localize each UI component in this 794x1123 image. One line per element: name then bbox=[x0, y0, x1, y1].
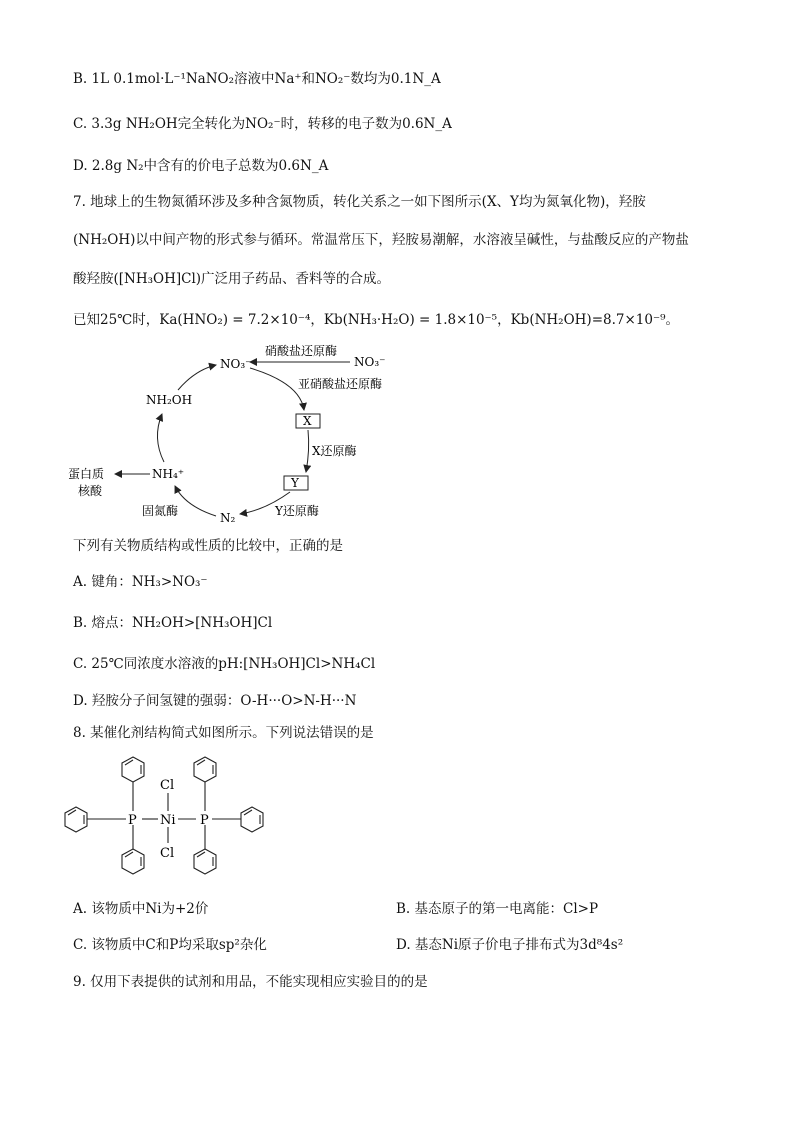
q7-stem-line2: (NH₂OH)以中间产物的形式参与循环。常温常压下，羟胺易潮解，水溶液呈碱性，与盐酸反应的产物盐 bbox=[73, 232, 689, 248]
no3-source-label: NO₃⁻ bbox=[354, 355, 386, 369]
cl-bottom-label: Cl bbox=[160, 846, 175, 861]
q7-option-b: B. 熔点：NH₂OH>[NH₃OH]Cl bbox=[73, 615, 273, 631]
q7-option-a: A. 键角：NH₃>NO₃⁻ bbox=[73, 574, 208, 590]
q9-stem: 9. 仅用下表提供的试剂和用品，不能实现相应实验目的的是 bbox=[73, 974, 428, 990]
q6-option-b: B. 1L 0.1mol·L⁻¹NaNO₂溶液中Na⁺和NO₂⁻数均为0.1N_A bbox=[73, 71, 441, 87]
q8-option-d: D. 基态Ni原子价电子排布式为3d⁸4s² bbox=[396, 937, 624, 953]
q8-option-a: A. 该物质中Ni为+2价 bbox=[73, 901, 209, 917]
arrow-nh2oh-to-no3 bbox=[178, 365, 216, 390]
enzyme-x-label: X还原酶 bbox=[312, 444, 357, 458]
q7-stem-line3: 酸羟胺([NH₃OH]Cl)广泛用子药品、香料等的合成。 bbox=[73, 271, 391, 287]
nh4-label: NH₄⁺ bbox=[152, 467, 185, 481]
nh2oh-label: NH₂OH bbox=[146, 393, 193, 407]
q7-question: 下列有关物质结构或性质的比较中，正确的是 bbox=[73, 538, 343, 554]
nucleic-acid-label: 核酸 bbox=[78, 484, 103, 498]
q8-option-c: C. 该物质中C和P均采取sp²杂化 bbox=[73, 937, 267, 953]
enzyme-nitrate-label: 硝酸盐还原酶 bbox=[265, 344, 338, 358]
cl-top-label: Cl bbox=[160, 778, 175, 793]
ni-complex-structure bbox=[60, 755, 280, 885]
enzyme-y-label: Y还原酶 bbox=[275, 504, 319, 518]
no3-top-label: NO₃⁻ bbox=[220, 357, 252, 371]
q8-option-b: B. 基态原子的第一电离能：Cl>P bbox=[396, 901, 599, 917]
q8-stem: 8. 某催化剂结构简式如图所示。下列说法错误的是 bbox=[73, 725, 374, 741]
q6-option-c: C. 3.3g NH₂OH完全转化为NO₂⁻时，转移的电子数为0.6N_A bbox=[73, 116, 452, 132]
box-x-label: X bbox=[303, 414, 312, 428]
arrow-x-to-y bbox=[306, 430, 309, 472]
q7-stem-line1: 7. 地球上的生物氮循环涉及多种含氮物质，转化关系之一如下图所示(X、Y均为氮氧化物)，羟胺 bbox=[73, 194, 646, 210]
arrow-no3-to-x bbox=[250, 368, 304, 410]
protein-label: 蛋白质 bbox=[68, 467, 105, 481]
q7-option-c: C. 25℃同浓度水溶液的pH:[NH₃OH]Cl>NH₄Cl bbox=[73, 656, 376, 672]
q7-stem-line4: 已知25℃时，Ka(HNO₂) = 7.2×10⁻⁴，Kb(NH₃·H₂O) = 1.8×10⁻⁵，Kb(NH₂OH)=8.7×10⁻⁹。 bbox=[73, 312, 680, 328]
box-y-label: Y bbox=[291, 476, 299, 490]
q7-option-d: D. 羟胺分子间氢键的强弱：O-H···O>N-H···N bbox=[73, 693, 357, 709]
arrow-n2-to-nh4 bbox=[175, 486, 216, 516]
arrow-nh4-to-nh2oh bbox=[157, 414, 164, 462]
q6-option-d: D. 2.8g N₂中含有的价电子总数为0.6N_A bbox=[73, 158, 329, 174]
nitrogen-cycle-diagram bbox=[60, 338, 400, 530]
enzyme-nitrogenase-label: 固氮酶 bbox=[142, 504, 179, 518]
p-right-label: P bbox=[200, 813, 209, 828]
enzyme-nitrite-label: 亚硝酸盐还原酶 bbox=[298, 377, 383, 391]
n2-label: N₂ bbox=[220, 511, 236, 525]
p-left-label: P bbox=[128, 813, 137, 828]
ni-label: Ni bbox=[160, 813, 176, 828]
